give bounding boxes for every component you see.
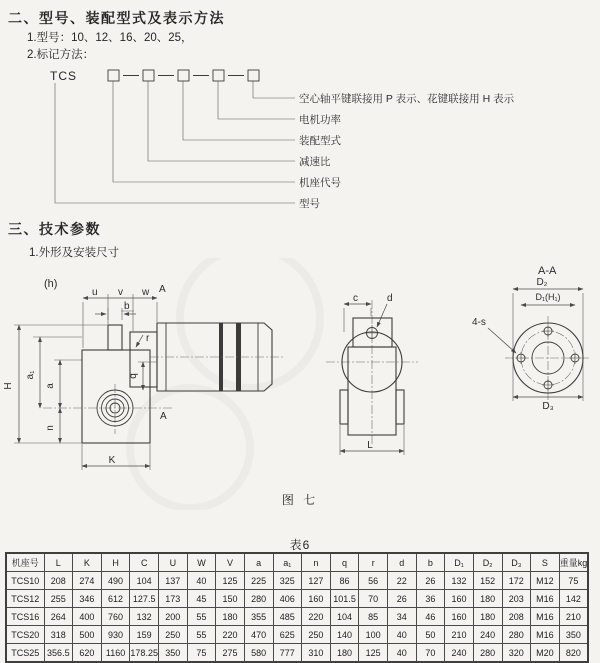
section2-heading: 二、型号、装配型式及表示方法	[8, 10, 225, 26]
dimension-cell: 200	[159, 608, 188, 626]
column-header: r	[359, 553, 388, 572]
dimension-cell: 275	[216, 644, 245, 663]
dimension-cell: 132	[445, 572, 474, 590]
designation-box	[213, 70, 224, 81]
dimension-cell: 125	[359, 644, 388, 663]
dimension-cell: 104	[130, 572, 159, 590]
dimension-cell: 22	[388, 572, 417, 590]
figure7-drawing	[0, 258, 600, 510]
dimension-cell: 210	[445, 626, 474, 644]
dimension-cell: 820	[559, 644, 588, 663]
dim-label-H: H	[3, 382, 14, 390]
dimension-cell: 580	[244, 644, 273, 663]
dimension-cell: M12	[531, 572, 560, 590]
dimension-cell: 255	[44, 590, 73, 608]
marking-label-reduction-ratio: 减速比	[299, 156, 331, 168]
dimension-cell: 56	[359, 572, 388, 590]
designation-box	[178, 70, 189, 81]
dimension-cell: 625	[273, 626, 302, 644]
column-header: V	[216, 553, 245, 572]
dimension-cell: 180	[330, 644, 359, 663]
dimension-cell: 620	[73, 644, 102, 663]
frame-size-cell: TCS10	[6, 572, 44, 590]
leader-lines	[55, 81, 295, 203]
dimension-cell: 26	[416, 572, 445, 590]
marking-label-shaft-connection: 空心轴平键联接用 P 表示、花键联接用 H 表示	[299, 93, 515, 105]
dimension-cell: 152	[473, 572, 502, 590]
dimension-cell: 485	[273, 608, 302, 626]
table-row	[6, 590, 588, 608]
dimension-cell: 34	[388, 608, 417, 626]
dimension-cell: 104	[330, 608, 359, 626]
dimension-cell: 180	[216, 608, 245, 626]
dimension-cell: 100	[359, 626, 388, 644]
frame-size-cell: TCS20	[6, 626, 44, 644]
dimension-cell: 26	[388, 590, 417, 608]
marking-method-label: 2.标记方法：	[27, 49, 95, 61]
column-header: a₁	[273, 553, 302, 572]
marking-boxes	[108, 70, 259, 81]
dim-label-a: a	[45, 383, 56, 389]
dimension-cell: 240	[445, 644, 474, 663]
marking-label-motor-power: 电机功率	[299, 114, 341, 126]
dimension-cell: 127.5	[130, 590, 159, 608]
marking-label-model: 型号	[299, 198, 320, 210]
dim-label-c: c	[353, 293, 358, 304]
frame-size-cell: TCS25	[6, 644, 44, 663]
dimension-cell: 274	[73, 572, 102, 590]
dim-label-w: w	[142, 287, 150, 298]
side-view	[3, 278, 284, 470]
dimension-cell: 500	[73, 626, 102, 644]
dim-label-D3: D₃	[542, 401, 554, 412]
dimension-cell: 310	[302, 644, 331, 663]
dimension-cell: 220	[302, 608, 331, 626]
column-header: D₃	[502, 553, 531, 572]
dimension-cell: 356.5	[44, 644, 73, 663]
column-header: d	[388, 553, 417, 572]
section-arrow-label-a-mid: A	[160, 411, 167, 422]
dimension-cell: 55	[187, 608, 216, 626]
table-header-row	[6, 553, 588, 572]
dimension-cell: 777	[273, 644, 302, 663]
column-header: C	[130, 553, 159, 572]
dimension-cell: 160	[445, 608, 474, 626]
dimension-cell: M16	[531, 590, 560, 608]
dimension-cell: 159	[130, 626, 159, 644]
dimension-cell: M20	[531, 644, 560, 663]
dimensions-subheading: 1.外形及安装尺寸	[29, 247, 120, 259]
column-header: S	[531, 553, 560, 572]
dim-label-D1H1: D₁(H₁)	[535, 292, 561, 302]
figure-caption: 图 七	[281, 493, 319, 507]
designation-box	[143, 70, 154, 81]
dimension-cell: 40	[187, 572, 216, 590]
dimension-cell: 240	[473, 626, 502, 644]
dim-label-n: n	[45, 425, 56, 431]
dimension-cell: 280	[244, 590, 273, 608]
marking-label-assembly-type: 装配型式	[299, 135, 341, 147]
section-a-a-view	[472, 265, 591, 412]
dim-label-d: d	[387, 293, 393, 304]
dimension-table	[5, 552, 589, 663]
dim-label-a1: a₁	[25, 370, 36, 380]
dimension-cell: 350	[559, 626, 588, 644]
designation-box	[108, 70, 119, 81]
dimension-cell: M16	[531, 626, 560, 644]
dimension-cell: 40	[388, 626, 417, 644]
dimension-cell: 470	[244, 626, 273, 644]
column-header: n	[302, 553, 331, 572]
dimension-cell: 1160	[101, 644, 130, 663]
dimension-cell: 46	[416, 608, 445, 626]
dimension-cell: 280	[502, 626, 531, 644]
dimension-cell: 45	[187, 590, 216, 608]
dimension-cell: 264	[44, 608, 73, 626]
dim-label-L: L	[367, 440, 373, 451]
frame-size-cell: TCS12	[6, 590, 44, 608]
dimension-cell: 36	[416, 590, 445, 608]
dimension-cell: 172	[502, 572, 531, 590]
dimension-cell: 208	[44, 572, 73, 590]
dimension-cell: 355	[244, 608, 273, 626]
dimension-cell: 930	[101, 626, 130, 644]
dim-label-u: u	[92, 287, 98, 298]
dimension-cell: 180	[473, 590, 502, 608]
dimension-cell: 208	[502, 608, 531, 626]
dimension-cell: 350	[159, 644, 188, 663]
dimension-cell: 55	[187, 626, 216, 644]
dimension-cell: 280	[473, 644, 502, 663]
column-header: b	[416, 553, 445, 572]
dimension-cell: 250	[159, 626, 188, 644]
dimension-cell: 132	[130, 608, 159, 626]
dimension-cell: 210	[559, 608, 588, 626]
column-header: W	[187, 553, 216, 572]
watermark-texture	[130, 388, 250, 508]
dimension-cell: 40	[388, 644, 417, 663]
dimension-cell: 137	[159, 572, 188, 590]
column-header: D₁	[445, 553, 474, 572]
dimension-cell: 400	[73, 608, 102, 626]
dimension-cell: 142	[559, 590, 588, 608]
model-number-list: 1.型号：10、12、16、20、25，	[27, 32, 193, 44]
table-row	[6, 608, 588, 626]
dimension-cell: 75	[559, 572, 588, 590]
column-header: a	[244, 553, 273, 572]
column-header: L	[44, 553, 73, 572]
section-arrow-label-a-top: A	[159, 284, 166, 295]
dimension-cell: 250	[302, 626, 331, 644]
dimension-cell: 318	[44, 626, 73, 644]
section-title-label: A-A	[538, 265, 557, 277]
dimension-cell: 346	[73, 590, 102, 608]
table-row	[6, 626, 588, 644]
dimension-cell: 320	[502, 644, 531, 663]
dim-label-q: q	[128, 373, 139, 379]
dimension-cell: 225	[244, 572, 273, 590]
dim-label-v: v	[118, 287, 123, 298]
dim-label-4s: 4-s	[472, 317, 486, 328]
marking-label-frame-code: 机座代号	[299, 177, 341, 189]
section3-heading: 三、技术参数	[8, 221, 101, 237]
dim-label-h: (h)	[44, 278, 58, 290]
dimension-cell: 150	[216, 590, 245, 608]
dim-label-K: K	[108, 455, 116, 466]
dimension-cell: 325	[273, 572, 302, 590]
column-header: 重量kg	[559, 553, 588, 572]
dimension-cell: 760	[101, 608, 130, 626]
column-header: q	[330, 553, 359, 572]
dimension-cell: 160	[302, 590, 331, 608]
dimension-cell: 203	[502, 590, 531, 608]
dimension-cell: 127	[302, 572, 331, 590]
dimension-cell: 70	[416, 644, 445, 663]
dimension-cell: 70	[359, 590, 388, 608]
end-view	[326, 293, 418, 455]
table-row	[6, 644, 588, 663]
dim-label-D2: D₂	[536, 277, 548, 288]
column-header: K	[73, 553, 102, 572]
model-prefix-text: TCS	[50, 69, 77, 83]
dimension-cell: 406	[273, 590, 302, 608]
dimension-cell: 85	[359, 608, 388, 626]
dimension-cell: 75	[187, 644, 216, 663]
dimension-cell: 140	[330, 626, 359, 644]
dimension-cell: 125	[216, 572, 245, 590]
dim-label-r: r	[146, 333, 150, 344]
dimension-cell: 86	[330, 572, 359, 590]
column-header: 机座号	[6, 553, 44, 572]
dimension-cell: M16	[531, 608, 560, 626]
column-header: D₂	[473, 553, 502, 572]
dimension-cell: 612	[101, 590, 130, 608]
dimension-cell: 160	[445, 590, 474, 608]
dimension-cell: 180	[473, 608, 502, 626]
column-header: U	[159, 553, 188, 572]
dimension-cell: 101.5	[330, 590, 359, 608]
column-header: H	[101, 553, 130, 572]
dimension-cell: 50	[416, 626, 445, 644]
frame-size-cell: TCS16	[6, 608, 44, 626]
dimension-cell: 490	[101, 572, 130, 590]
dim-label-b: b	[124, 301, 130, 312]
designation-box	[248, 70, 259, 81]
table-caption: 表6	[289, 538, 311, 552]
dimension-cell: 220	[216, 626, 245, 644]
dimension-cell: 178.25	[130, 644, 159, 663]
table-row	[6, 572, 588, 590]
dimension-cell: 173	[159, 590, 188, 608]
